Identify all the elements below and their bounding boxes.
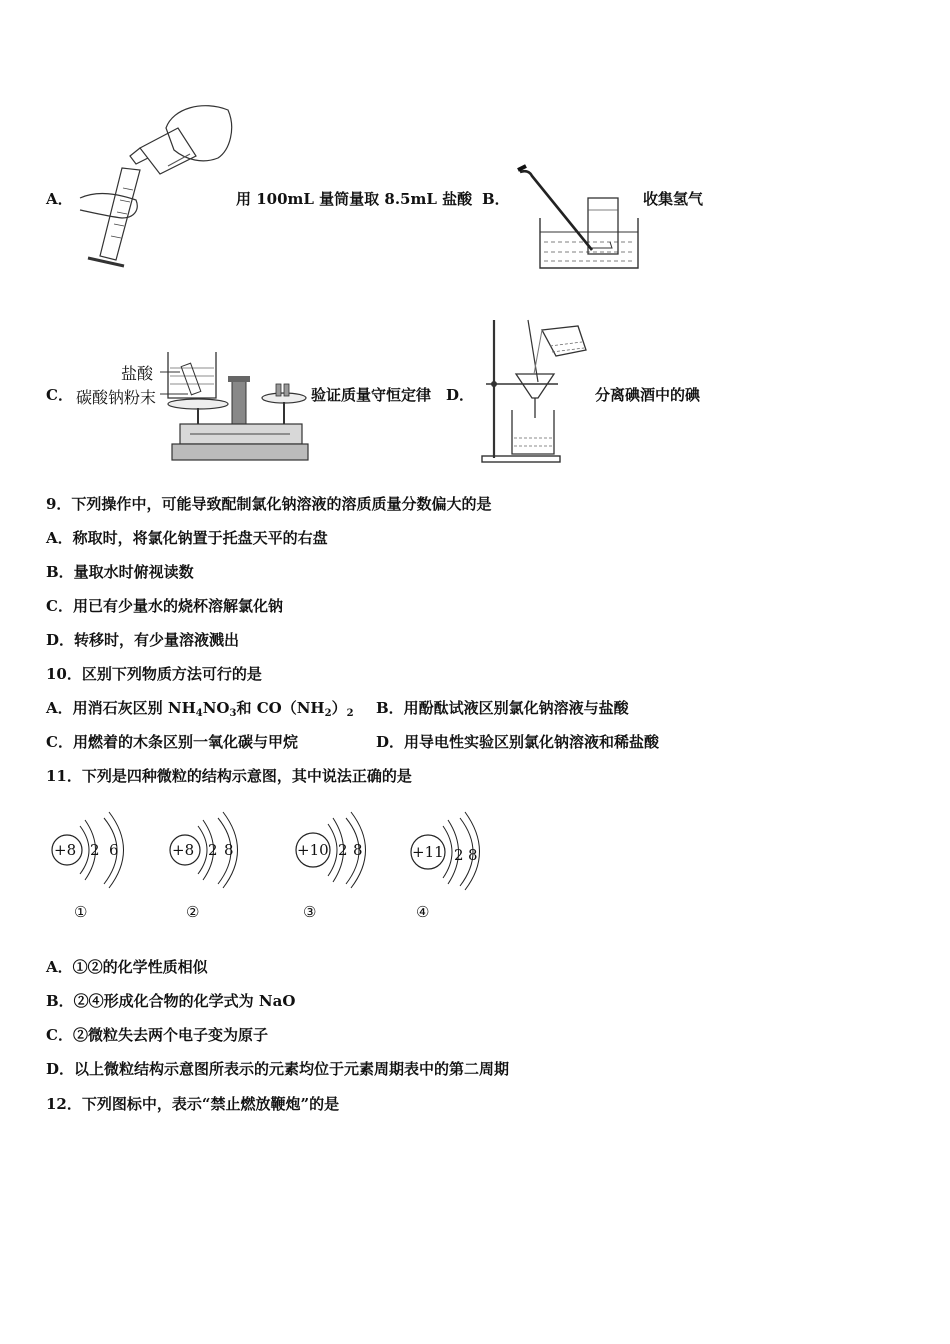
- q8-option-c-letter: C．: [46, 386, 73, 404]
- q8-option-a-letter: A．: [46, 190, 73, 208]
- particle-diagram-2: [166, 808, 256, 894]
- q8-option-b-caption: 收集氢气: [643, 190, 704, 208]
- q10-option-b: B．用酚酞试液区别氯化钠溶液与盐酸: [376, 699, 629, 717]
- q10-option-d: D．用导电性实验区别氯化钠溶液和稀盐酸: [376, 733, 660, 751]
- q12-stem: 12．下列图标中，表示“禁止燃放鞭炮”的是: [46, 1095, 340, 1113]
- q10-option-a: A．用消石灰区别 $NH_4NO_3$和 $CO(NH_2)_2$: [46, 699, 354, 719]
- particle-label-2: ②: [186, 903, 200, 921]
- nucleus-charge: +11: [412, 843, 444, 861]
- particle-label-4: ④: [416, 903, 430, 921]
- label-hydrochloric-acid: 盐酸: [121, 364, 154, 383]
- balance-experiment-figure: [160, 346, 310, 468]
- q11-option-b: B．②④形成化合物的化学式为 NaO: [46, 992, 296, 1010]
- graduated-cylinder-pouring-figure: [78, 98, 238, 270]
- shell-electrons-1: 2: [338, 841, 348, 859]
- q9-option-a: A．称取时，将氯化钠置于托盘天平的右盘: [46, 529, 328, 547]
- q8-option-c-caption: 验证质量守恒定律: [311, 386, 432, 404]
- shell-electrons-2: 6: [109, 841, 119, 859]
- filtration-figure: [478, 316, 596, 466]
- q8-option-b-letter: B．: [482, 190, 510, 208]
- q11-option-d: D．以上微粒结构示意图所表示的元素均位于元素周期表中的第二周期: [46, 1060, 510, 1078]
- particle-label-3: ③: [303, 903, 317, 921]
- shell-electrons-1: 2: [90, 841, 100, 859]
- q11-stem: 11．下列是四种微粒的结构示意图，其中说法正确的是: [46, 767, 412, 785]
- nucleus-charge: +8: [172, 841, 195, 859]
- q8-option-d-letter: D．: [446, 386, 475, 404]
- q10-option-c: C．用燃着的木条区别一氧化碳与甲烷: [46, 733, 298, 751]
- particle-label-1: ①: [74, 903, 88, 921]
- gas-collection-figure: [512, 162, 644, 270]
- q8-option-a-caption: 用 100mL 量筒量取 8.5mL 盐酸: [236, 190, 473, 208]
- particle-diagram-3: [292, 808, 382, 894]
- q9-option-b: B．量取水时俯视读数: [46, 563, 194, 581]
- q9-option-d: D．转移时，有少量溶液溅出: [46, 631, 240, 649]
- shell-electrons-2: 8: [353, 841, 363, 859]
- q10-stem: 10．区别下列物质方法可行的是: [46, 665, 262, 683]
- shell-electrons-1: 2: [208, 841, 218, 859]
- nucleus-charge: +10: [297, 841, 329, 859]
- label-sodium-carbonate-powder: 碳酸钠粉末: [76, 388, 157, 407]
- shell-electrons-2: 8: [224, 841, 234, 859]
- q9-stem: 9．下列操作中，可能导致配制氯化钠溶液的溶质质量分数偏大的是: [46, 495, 492, 513]
- particle-diagram-4: [406, 808, 496, 894]
- shell-electrons-1: 2: [454, 846, 464, 864]
- nucleus-charge: +8: [54, 841, 77, 859]
- q8-option-d-caption: 分离碘酒中的碘: [595, 386, 701, 404]
- particle-diagram-1: [48, 808, 138, 894]
- q9-option-c: C．用已有少量水的烧杯溶解氯化钠: [46, 597, 283, 615]
- q11-option-a: A．①②的化学性质相似: [46, 958, 208, 976]
- shell-electrons-2: 8: [468, 846, 478, 864]
- q11-option-c: C．②微粒失去两个电子变为原子: [46, 1026, 268, 1044]
